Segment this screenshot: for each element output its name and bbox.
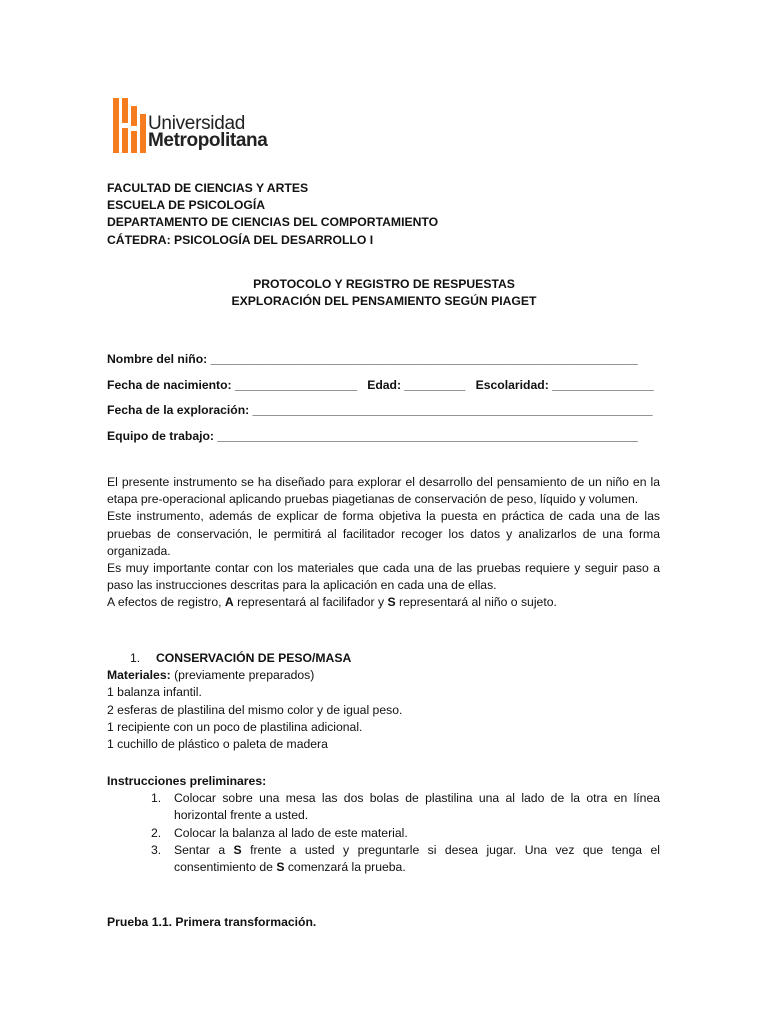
- materials-label: Materiales:: [107, 668, 171, 683]
- title-line: EXPLORACIÓN DEL PENSAMIENTO SEGÚN PIAGET: [231, 294, 537, 309]
- symbol-s: S: [387, 595, 396, 610]
- list-item: 3. Sentar a S frente a usted y preguntarle si desea jugar. Una vez que tenga el consentimiento de S comenzará la prueba.: [151, 842, 660, 875]
- instructions-list: [107, 790, 660, 876]
- field-row-birth: [107, 377, 654, 403]
- logo-bars-icon: [110, 96, 146, 156]
- section-conservacion-peso: [107, 650, 660, 753]
- symbol-a: A: [224, 595, 234, 610]
- materials-note: (previamente preparados): [170, 668, 315, 683]
- intro-text: [107, 474, 660, 612]
- material-item: 2 esferas de plastilina del mismo color y de igual peso.: [107, 702, 403, 717]
- title-line: PROTOCOLO Y REGISTRO DE RESPUESTAS: [253, 277, 515, 291]
- materials-heading: [107, 667, 660, 684]
- intro-paragraph: Es muy importante contar con los materiales que cada una de las pruebas requiere y seguir paso a paso las instrucciones descritas para la aplicación en cada una de ellas.: [107, 561, 660, 593]
- field-nombre: Nombre del niño: _______________________________________________________________: [107, 352, 638, 366]
- field-escolaridad: Escolaridad: _______________: [475, 377, 654, 392]
- intro-paragraph: Este instrumento, además de explicar de forma objetiva la puesta en práctica de cada una de las pruebas de conservación, le permitirá al facilitador recoger los datos y analizarlos de una forma organizada.: [107, 509, 660, 558]
- section-title: CONSERVACIÓN DE PESO/MASA: [156, 651, 352, 665]
- prueba-heading: Prueba 1.1. Primera transformación.: [107, 915, 317, 929]
- material-item: 1 recipiente con un poco de plastilina adicional.: [107, 719, 363, 734]
- document-title: [0, 276, 768, 310]
- intro-paragraph: El presente instrumento se ha diseñado para explorar el desarrollo del pensamiento de un niño en la etapa pre-operacional aplicando pruebas piagetianas de conservación de peso, líquido y volumen.: [107, 475, 660, 507]
- section-heading: [107, 650, 660, 667]
- material-item: 1 cuchillo de plástico o paleta de madera: [107, 737, 328, 752]
- material-item: 1 balanza infantil.: [107, 685, 202, 700]
- field-nacimiento: Fecha de nacimiento: __________________: [107, 377, 358, 392]
- list-item: 1. Colocar sobre una mesa las dos bolas de plastilina una al lado de la otra en línea horizontal frente a usted.: [151, 791, 660, 823]
- instructions-label: Instrucciones preliminares:: [107, 774, 267, 788]
- header-line: ESCUELA DE PSICOLOGÍA: [107, 198, 266, 213]
- registration-form: [107, 351, 654, 453]
- preliminary-instructions: [107, 773, 660, 876]
- header-line: CÁTEDRA: PSICOLOGÍA DEL DESARROLLO I: [107, 232, 374, 247]
- field-edad: Edad: _________: [367, 377, 466, 392]
- logo-line-2: Metropolitana: [148, 130, 268, 151]
- faculty-header: [107, 180, 438, 249]
- section-number: 1.: [130, 651, 141, 665]
- header-line: FACULTAD DE CIENCIAS Y ARTES: [107, 181, 309, 195]
- intro-paragraph-registro: A efectos de registro, A representará al facilifador y S representará al niño o sujeto.: [107, 595, 557, 610]
- field-equipo: Equipo de trabajo: ______________________________________________________________: [107, 428, 638, 443]
- logo-wordmark: [148, 115, 267, 149]
- header-line: DEPARTAMENTO DE CIENCIAS DEL COMPORTAMIENTO: [107, 215, 439, 230]
- list-item: 2. Colocar la balanza al lado de este material.: [151, 825, 408, 840]
- logo-line-1: Universidad: [148, 113, 246, 134]
- university-logo: [110, 96, 290, 160]
- field-exploracion: Fecha de la exploración: ___________________________________________________________: [107, 403, 653, 417]
